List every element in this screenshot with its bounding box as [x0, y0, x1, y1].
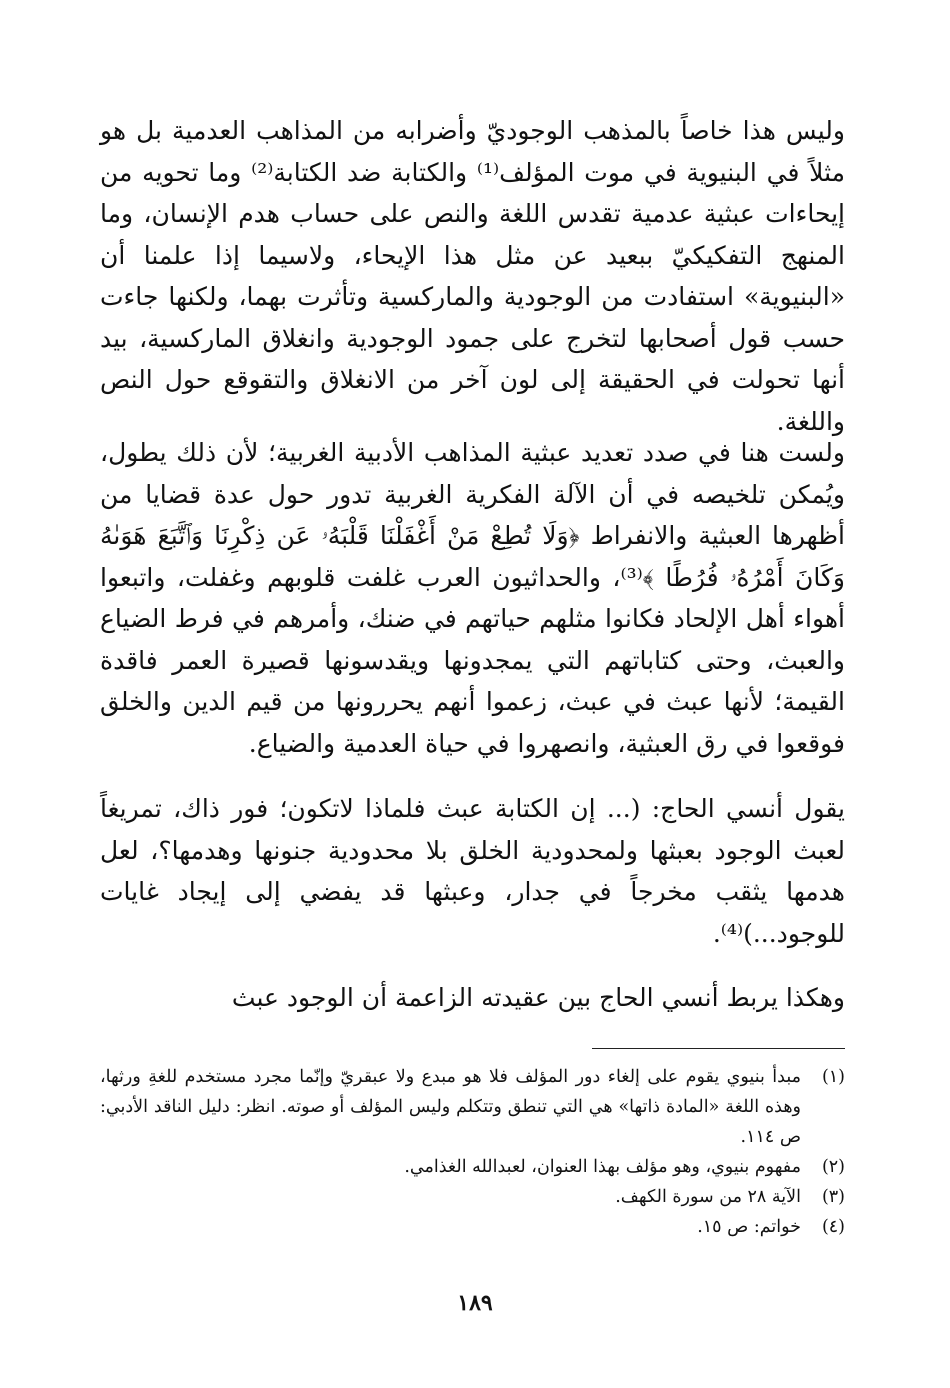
footnote-4 — [100, 1212, 845, 1242]
footnote-3 — [100, 1182, 845, 1212]
page-number: ١٨٩ — [457, 1290, 493, 1316]
footnote-text: مبدأ بنيوي يقوم على إلغاء دور المؤلف فلا هو مبدع ولا عبقريّ وإنّما مجرد مستخدم للغةِ ورثها، وهذه اللغة «المادة ذاتها» هي التي تنطق وتتكلم وليس المؤلف أو صوته. انظر: دليل الناقد الأدبي: ص ١١٤. — [100, 1067, 801, 1147]
paragraph-3: يقول أنسي الحاج: (... إن الكتابة عبث فلماذا لاتكون؛ فور ذاك، تمريغاً لعبث الوجود بعبثها ولمحدودية الخلق بلا محدودية جنونها وهدمها؟، لعل هدمها يثقب مخرجاً في جدار، وعبثها قد يفضي إلى إيجاد غايات للوجود...)⁽⁴⁾. — [100, 794, 845, 948]
footnote-text: الآية ٢٨ من سورة الكهف. — [615, 1187, 801, 1207]
footnote-number: (٣) — [821, 1187, 845, 1207]
footnote-text: مفهوم بنيوي، وهو مؤلف بهذا العنوان، لعبدالله الغذامي. — [404, 1157, 801, 1177]
footnote-1 — [100, 1062, 845, 1152]
paragraph-1: وليس هذا خاصاً بالمذهب الوجوديّ وأضرابه من المذاهب العدمية بل هو مثلاً في البنيوية في موت المؤلف⁽¹⁾ والكتابة ضد الكتابة⁽²⁾ وما تحويه من إيحاءات عبثية عدمية تقدس اللغة والنص على حساب هدم الإنسان، وما المنهج التفكيكيّ ببعيد عن مثل هذا الإيحاء، ولاسيما إذا علمنا أن «البنيوية» استفادت من الوجودية والماركسية وتأثرت بهما، ولكنها جاءت حسب قول أصحابها لتخرج على جمود الوجودية وانغلاق الماركسية، بيد أنها تحولت في الحقيقة إلى لون آخر من الانغلاق والتقوقع حول النص واللغة. — [100, 116, 845, 436]
paragraph-4: وهكذا يربط أنسي الحاج بين عقيدته الزاعمة أن الوجود عبث — [231, 983, 845, 1012]
footnotes — [100, 1062, 845, 1242]
footnote-separator — [592, 1048, 845, 1049]
footnote-number: (١) — [821, 1067, 845, 1087]
footnote-text: خواتم: ص ١٥. — [697, 1217, 801, 1237]
footnote-number: (٢) — [821, 1157, 845, 1177]
footnote-2 — [100, 1152, 845, 1182]
paragraph-2: ولست هنا في صدد تعديد عبثية المذاهب الأدبية الغربية؛ لأن ذلك يطول، ويُمكن تلخيصه في أن الآلة الفكرية الغربية تدور حول عدة قضايا من أظهرها العبثية والانفراط ﴿وَلَا تُطِعْ مَنْ أَغْفَلْنَا قَلْبَهُۥ عَن ذِكْرِنَا وَٱتَّبَعَ هَوَىٰهُ وَكَانَ أَمْرُهُۥ فُرُطًا ﴾⁽³⁾، والحداثيون العرب غلفت قلوبهم وغفلت، واتبعوا أهواء أهل الإلحاد فكانوا مثلهم حياتهم في ضنك، وأمرهم في فرط الضياع والعبث، وحتى كتاباتهم التي يمجدونها ويقدسونها قصيرة العمر فاقدة القيمة؛ لأنها عبث في عبث، زعموا أنهم يحررونها من قيم الدين والخلق فوقعوا في رق العبثية، وانصهروا في حياة العدمية والضياع. — [100, 438, 845, 758]
footnote-number: (٤) — [821, 1217, 845, 1237]
